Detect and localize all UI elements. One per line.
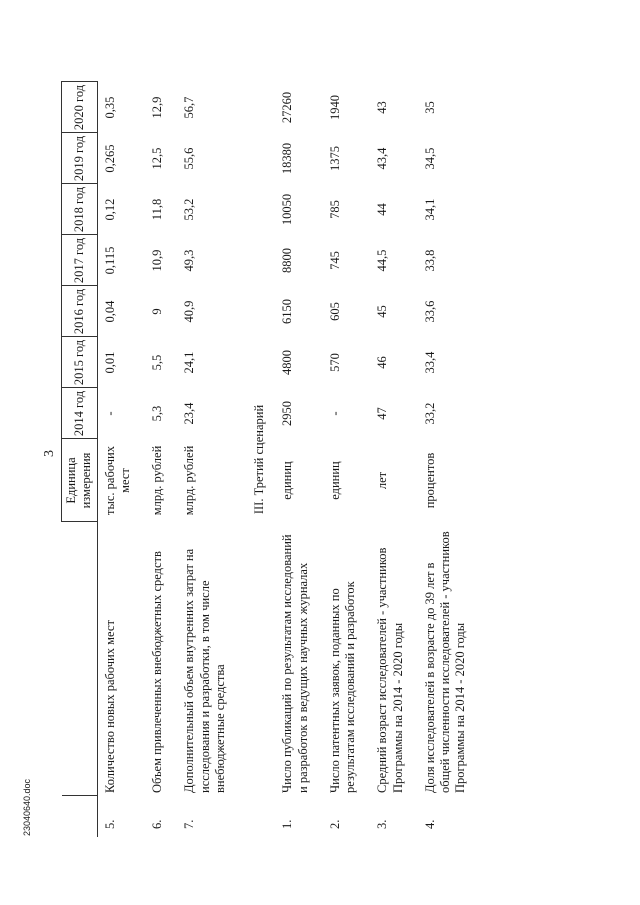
- table-row: [97, 82, 145, 837]
- value-cell: 0,04: [102, 300, 117, 323]
- unit-cell: единиц: [280, 461, 295, 500]
- value-cell: 34,1: [422, 198, 437, 221]
- value-cell: 18380: [280, 142, 295, 175]
- indicator-name: Число патентных заявок, поданных по результатам исследований и разработок: [327, 581, 357, 793]
- value-cell: 53,2: [182, 198, 197, 221]
- row-number: 1.: [280, 819, 295, 829]
- value-cell: 24,1: [182, 351, 197, 374]
- value-cell: 35: [422, 101, 437, 114]
- value-cell: 34,5: [422, 147, 437, 170]
- value-cell: 11,8: [150, 198, 164, 221]
- header-year: 2020 год: [62, 82, 98, 133]
- value-cell: 33,8: [422, 249, 437, 272]
- header-year: 2018 год: [62, 184, 98, 235]
- row-number: 7.: [182, 819, 197, 829]
- table-row: [370, 82, 418, 837]
- value-cell: 47: [375, 407, 390, 420]
- header-year: 2019 год: [62, 133, 98, 184]
- indicator-name: Дополнительный объем внутренних затрат на исследования и разработки, в том числе внебюджетные средства: [182, 548, 227, 793]
- value-cell: 12,9: [150, 96, 164, 119]
- row-number: 4.: [422, 819, 437, 829]
- section-row-group: [240, 82, 275, 837]
- value-cell: 5,3: [150, 405, 164, 422]
- indicator-name: Средний возраст исследователей - участников Программы на 2014 - 2020 годы: [375, 547, 405, 793]
- header-year: 2016 год: [62, 286, 98, 337]
- section-title: III. Третий сценарий: [252, 404, 266, 515]
- value-cell: 0,01: [102, 351, 117, 374]
- indicator-name: Число публикаций по результатам исследований и разработок в ведущих научных журналах: [280, 534, 310, 793]
- page-number: 3: [42, 450, 57, 457]
- value-cell: 43,4: [375, 147, 390, 170]
- footer-filename: 23040640.doc: [22, 778, 32, 836]
- value-cell: 0,12: [102, 198, 117, 221]
- value-cell: 9: [150, 308, 164, 315]
- unit-cell: процентов: [422, 452, 437, 509]
- row-number: 3.: [375, 819, 390, 829]
- section-row: [240, 82, 275, 837]
- value-cell: 0,265: [102, 144, 117, 173]
- value-cell: 5,5: [150, 354, 164, 371]
- value-cell: 785: [327, 200, 342, 219]
- value-cell: 45: [375, 305, 390, 318]
- table-body-top: [97, 82, 240, 837]
- table-header-row: [62, 82, 98, 837]
- unit-cell: тыс. рабочих мест: [102, 446, 132, 515]
- table-row: [145, 82, 177, 837]
- row-number: 5.: [102, 819, 117, 829]
- value-cell: 0,35: [102, 96, 117, 119]
- value-cell: 46: [375, 356, 390, 369]
- header-year: 2015 год: [62, 337, 98, 388]
- value-cell: 55,6: [182, 147, 197, 170]
- value-cell: 10,9: [150, 249, 164, 272]
- value-cell: 33,2: [422, 402, 437, 425]
- value-cell: 745: [327, 251, 342, 270]
- value-cell: 44: [375, 203, 390, 216]
- value-cell: 23,4: [182, 402, 197, 425]
- value-cell: 1940: [327, 95, 342, 120]
- table-row: [418, 82, 481, 837]
- value-cell: 605: [327, 302, 342, 321]
- value-cell: 33,4: [422, 351, 437, 374]
- table-row: [177, 82, 240, 837]
- value-cell: 4800: [280, 350, 295, 375]
- indicator-name: Объем привлеченных внебюджетных средств: [150, 551, 164, 793]
- header-year: 2014 год: [62, 388, 98, 439]
- value-cell: 56,7: [182, 96, 197, 119]
- value-cell: 43: [375, 101, 390, 114]
- indicators-table: [61, 82, 481, 838]
- header-blank-name: [62, 522, 98, 796]
- row-number: 2.: [327, 819, 342, 829]
- header-year: 2017 год: [62, 235, 98, 286]
- table-row: [323, 82, 371, 837]
- value-cell: 1375: [327, 146, 342, 171]
- value-cell: 570: [327, 353, 342, 372]
- unit-cell: млрд. рублей: [182, 445, 197, 516]
- header-unit: Единица измерения: [62, 439, 98, 522]
- unit-cell: единиц: [327, 461, 342, 500]
- table-row: [275, 82, 323, 837]
- value-cell: 10050: [280, 193, 295, 226]
- header-blank-num: [62, 796, 98, 837]
- value-cell: -: [102, 411, 117, 416]
- row-number: 6.: [150, 819, 164, 829]
- value-cell: 6150: [280, 299, 295, 324]
- value-cell: -: [327, 411, 342, 416]
- value-cell: 49,3: [182, 249, 197, 272]
- value-cell: 12,5: [150, 147, 164, 170]
- value-cell: 44,5: [375, 249, 390, 272]
- value-cell: 2950: [280, 401, 295, 426]
- value-cell: 40,9: [182, 300, 197, 323]
- unit-cell: лет: [375, 471, 390, 490]
- value-cell: 0,115: [102, 246, 117, 275]
- unit-cell: млрд. рублей: [150, 445, 164, 516]
- value-cell: 8800: [280, 248, 295, 273]
- indicator-name: Доля исследователей в возрасте до 39 лет в общей численности исследователей - участников Программы на 2014 - 2020 годы: [422, 531, 468, 793]
- table-body-bottom: [275, 82, 480, 837]
- indicator-name: Количество новых рабочих мест: [102, 620, 117, 793]
- value-cell: 27260: [280, 91, 295, 124]
- value-cell: 33,6: [422, 300, 437, 323]
